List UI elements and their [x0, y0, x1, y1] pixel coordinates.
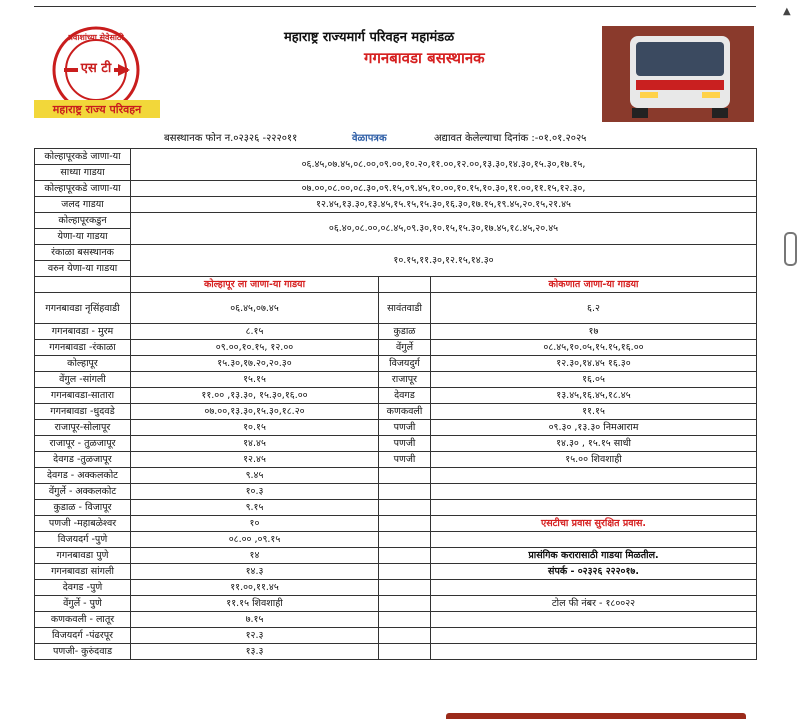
route-times-left: १५.३०,१७.२०,२०.३०: [131, 356, 379, 372]
table-row: [35, 484, 757, 500]
route-name-left: पणजी- कुरुंदवाड: [35, 644, 131, 660]
route-times-left: ८.१५: [131, 324, 379, 340]
table-row: [35, 452, 757, 468]
route-name-left: वेंगुर्ले - अक्कलकोट: [35, 484, 131, 500]
route-times-left: १४.३: [131, 564, 379, 580]
route-times-right: [431, 532, 757, 548]
route-name-right: [379, 596, 431, 612]
msrtc-logo: [34, 22, 160, 120]
route-name-left: देवगड - अक्कलकोट: [35, 468, 131, 484]
route-times-right: [431, 500, 757, 516]
bus-image: [602, 26, 754, 122]
route-times-right: ०८.४५,१०.०५,१५.१५,१६.००: [431, 340, 757, 356]
route-times-right: १२.३०,१४.४५ १६.३०: [431, 356, 757, 372]
svg-text:महाराष्ट्र राज्य परिवहन: महाराष्ट्र राज्य परिवहन: [52, 103, 142, 116]
section-header-kolhapur: कोल्हापूर ला जाणा-या गाडया: [131, 277, 379, 293]
route-times-left: १४: [131, 548, 379, 564]
route-times-right: प्रासंगिक करारासाठी गाडया मिळतील.: [431, 548, 757, 564]
route-name-left: कुडाळ - विजापूर: [35, 500, 131, 516]
route-name-left: देवगड -पुणे: [35, 580, 131, 596]
route-name-right: [379, 628, 431, 644]
org-title: महाराष्ट्र राज्यमार्ग परिवहन महामंडळ: [284, 30, 455, 45]
route-name-right: [379, 500, 431, 516]
top-rule: [34, 6, 756, 7]
route-times-left: ०६.४५,०७.४५: [131, 293, 379, 324]
route-times-right: [431, 484, 757, 500]
route-name-left: कणकवली - लातूर: [35, 612, 131, 628]
route-times-left: ११.०० ,१३.३०, १५.३०,१६.००: [131, 388, 379, 404]
svg-text:प्रवाशांच्या सेवेसाठी: प्रवाशांच्या सेवेसाठी: [68, 33, 124, 42]
table-row: [35, 532, 757, 548]
route-times-left: ०८.०० ,०९.१५: [131, 532, 379, 548]
section-header-row: [35, 277, 757, 293]
route-name-right: पणजी: [379, 420, 431, 436]
table-row: [35, 245, 757, 261]
route-name-right: [379, 532, 431, 548]
table-row: [35, 516, 757, 532]
route-name-right: कुडाळ: [379, 324, 431, 340]
route-times-right: टोल फी नंबर - १८००२२: [431, 596, 757, 612]
route-times-right: १५.०० शिवशाही: [431, 452, 757, 468]
table-row: [35, 149, 757, 165]
route-times-right: १७: [431, 324, 757, 340]
svg-text:एस टी: एस टी: [80, 61, 112, 76]
route-name-right: [379, 564, 431, 580]
route-name-left: गगनबावडा - मुरम: [35, 324, 131, 340]
route-times-left: १०.३: [131, 484, 379, 500]
table-row: [35, 404, 757, 420]
route-times-left: ९.१५: [131, 500, 379, 516]
scroll-up-icon[interactable]: ▲: [783, 6, 791, 17]
table-row: [35, 197, 757, 213]
route-name-right: [379, 484, 431, 500]
arrival-times: ०६.४०,०८.००,०८.४५,०९.३०,१०.१५,१५.३०,१७.४५,१८.४५,२०.४५: [131, 213, 757, 245]
table-row: [35, 324, 757, 340]
table-row: [35, 548, 757, 564]
route-name-left: कोल्हापूर: [35, 356, 131, 372]
route-name-left: गगनबावडा पुणे: [35, 548, 131, 564]
route-name-right: सावंतवाडी: [379, 293, 431, 324]
table-row: [35, 468, 757, 484]
route-name-left: पणजी -महाबळेश्वर: [35, 516, 131, 532]
route-times-right: १४.३० , १५.१५ साधी: [431, 436, 757, 452]
route-name-right: वेंगुर्ले: [379, 340, 431, 356]
route-name-right: पणजी: [379, 436, 431, 452]
timetable-table: [34, 148, 757, 660]
route-times-right: एसटीचा प्रवास सुरक्षित प्रवास.: [431, 516, 757, 532]
table-row: [35, 420, 757, 436]
timetable-label: वेळापत्रक: [352, 133, 387, 144]
route-name-left: वेंगुर्ले - पुणे: [35, 596, 131, 612]
route-name-right: [379, 468, 431, 484]
route-label: कोल्हापूरकडे जाणा-या: [35, 181, 131, 197]
scrollbar-thumb[interactable]: [784, 232, 797, 266]
route-times-right: [431, 628, 757, 644]
route-times-left: १३.३: [131, 644, 379, 660]
route-name-right: राजापूर: [379, 372, 431, 388]
departure-times: ०७.००,०८.००,०८.३०,०९.१५,०९.४५,१०.००,१०.१५,१०.३०,११.००,११.१५,१२.३०,: [131, 181, 757, 197]
route-times-right: [431, 468, 757, 484]
route-times-left: १२.४५: [131, 452, 379, 468]
bottom-bar: [446, 713, 746, 719]
route-times-left: १५.१५: [131, 372, 379, 388]
table-row: [35, 372, 757, 388]
route-label: येणा-या गाडया: [35, 229, 131, 245]
table-row: [35, 388, 757, 404]
route-name-left: राजापूर - तुळजापूर: [35, 436, 131, 452]
route-times-left: ११.००,११.४५: [131, 580, 379, 596]
table-row: [35, 580, 757, 596]
route-times-left: ७.१५: [131, 612, 379, 628]
updated-date: अद्यावत केलेल्याचा दिनांक :-०१.०१.२०२५: [434, 133, 587, 144]
route-name-left: गगनबावडा-सातारा: [35, 388, 131, 404]
departure-times: ०६.४५,०७.४५,०८.००,०९.००,१०.२०,११.००,१२.००,१३.३०,१४.३०,१५.३०,१७.१५,: [131, 149, 757, 181]
table-row: [35, 628, 757, 644]
departure-times: १२.४५,१३.३०,१३.४५,१५.१५,१५.३०,१६.३०,१७.१५,१९.४५,२०.१५,२१.४५: [131, 197, 757, 213]
route-times-right: [431, 644, 757, 660]
table-row: [35, 436, 757, 452]
route-name-right: [379, 580, 431, 596]
route-label: वरुन येणा-या गाडया: [35, 261, 131, 277]
table-row: [35, 340, 757, 356]
table-row: [35, 612, 757, 628]
arrival-times: १०.१५,११.३०,१२.१५,१४.३०: [131, 245, 757, 277]
route-label: रंकाळा बसस्थानक: [35, 245, 131, 261]
table-row: [35, 500, 757, 516]
route-name-right: [379, 516, 431, 532]
route-name-left: राजापूर-सोलापूर: [35, 420, 131, 436]
table-row: [35, 564, 757, 580]
route-name-left: गगनबावडा नृसिंहवाडी: [35, 293, 131, 324]
route-name-left: विजयदर्ग -पंढरपूर: [35, 628, 131, 644]
route-times-right: १३.४५,१६.४५,१८.४५: [431, 388, 757, 404]
station-title: गगनबावडा बसस्थानक: [364, 49, 485, 67]
route-label: साध्या गाडया: [35, 165, 131, 181]
route-name-left: वेंगुल -सांगली: [35, 372, 131, 388]
route-name-left: गगनबावडा सांगली: [35, 564, 131, 580]
route-times-right: १६.०५: [431, 372, 757, 388]
table-row: [35, 213, 757, 229]
route-name-left: विजयदर्ग -पुणे: [35, 532, 131, 548]
route-name-left: गगनबावडा -धुदवडे: [35, 404, 131, 420]
route-times-right: संपर्क - ०२३२६ २२२०१७.: [431, 564, 757, 580]
route-times-left: ०७.००,१३.३०,१५.३०,१८.२०: [131, 404, 379, 420]
route-name-right: [379, 548, 431, 564]
route-times-right: [431, 612, 757, 628]
route-times-left: ९.४५: [131, 468, 379, 484]
route-times-left: १०: [131, 516, 379, 532]
route-name-left: गगनबावडा -रंकाळा: [35, 340, 131, 356]
route-times-right: ०९.३० ,१३.३० निमआराम: [431, 420, 757, 436]
route-name-right: पणजी: [379, 452, 431, 468]
route-name-right: [379, 612, 431, 628]
table-row: [35, 293, 757, 324]
route-label: जलद गाडया: [35, 197, 131, 213]
route-times-left: ०९.००,१०.१५, १२.००: [131, 340, 379, 356]
route-times-left: १०.१५: [131, 420, 379, 436]
route-name-right: [379, 644, 431, 660]
route-name-right: कणकवली: [379, 404, 431, 420]
route-times-right: ६.२: [431, 293, 757, 324]
route-times-left: १४.४५: [131, 436, 379, 452]
route-times-right: ११.१५: [431, 404, 757, 420]
table-row: [35, 356, 757, 372]
table-row: [35, 181, 757, 197]
table-row: [35, 644, 757, 660]
route-label: कोल्हापूरकडुन: [35, 213, 131, 229]
table-row: [35, 596, 757, 612]
route-name-right: देवगड: [379, 388, 431, 404]
route-times-left: १२.३: [131, 628, 379, 644]
route-name-left: देवगड -तुळजापूर: [35, 452, 131, 468]
route-times-left: ११.१५ शिवशाही: [131, 596, 379, 612]
station-phone: बसस्थानक फोन न.०२३२६ -२२२०११: [164, 133, 298, 144]
section-header-konkan: कोकणात जाणा-या गाडया: [431, 277, 757, 293]
route-times-right: [431, 580, 757, 596]
route-label: कोल्हापूरकडे जाणा-या: [35, 149, 131, 165]
route-name-right: विजयदुर्ग: [379, 356, 431, 372]
